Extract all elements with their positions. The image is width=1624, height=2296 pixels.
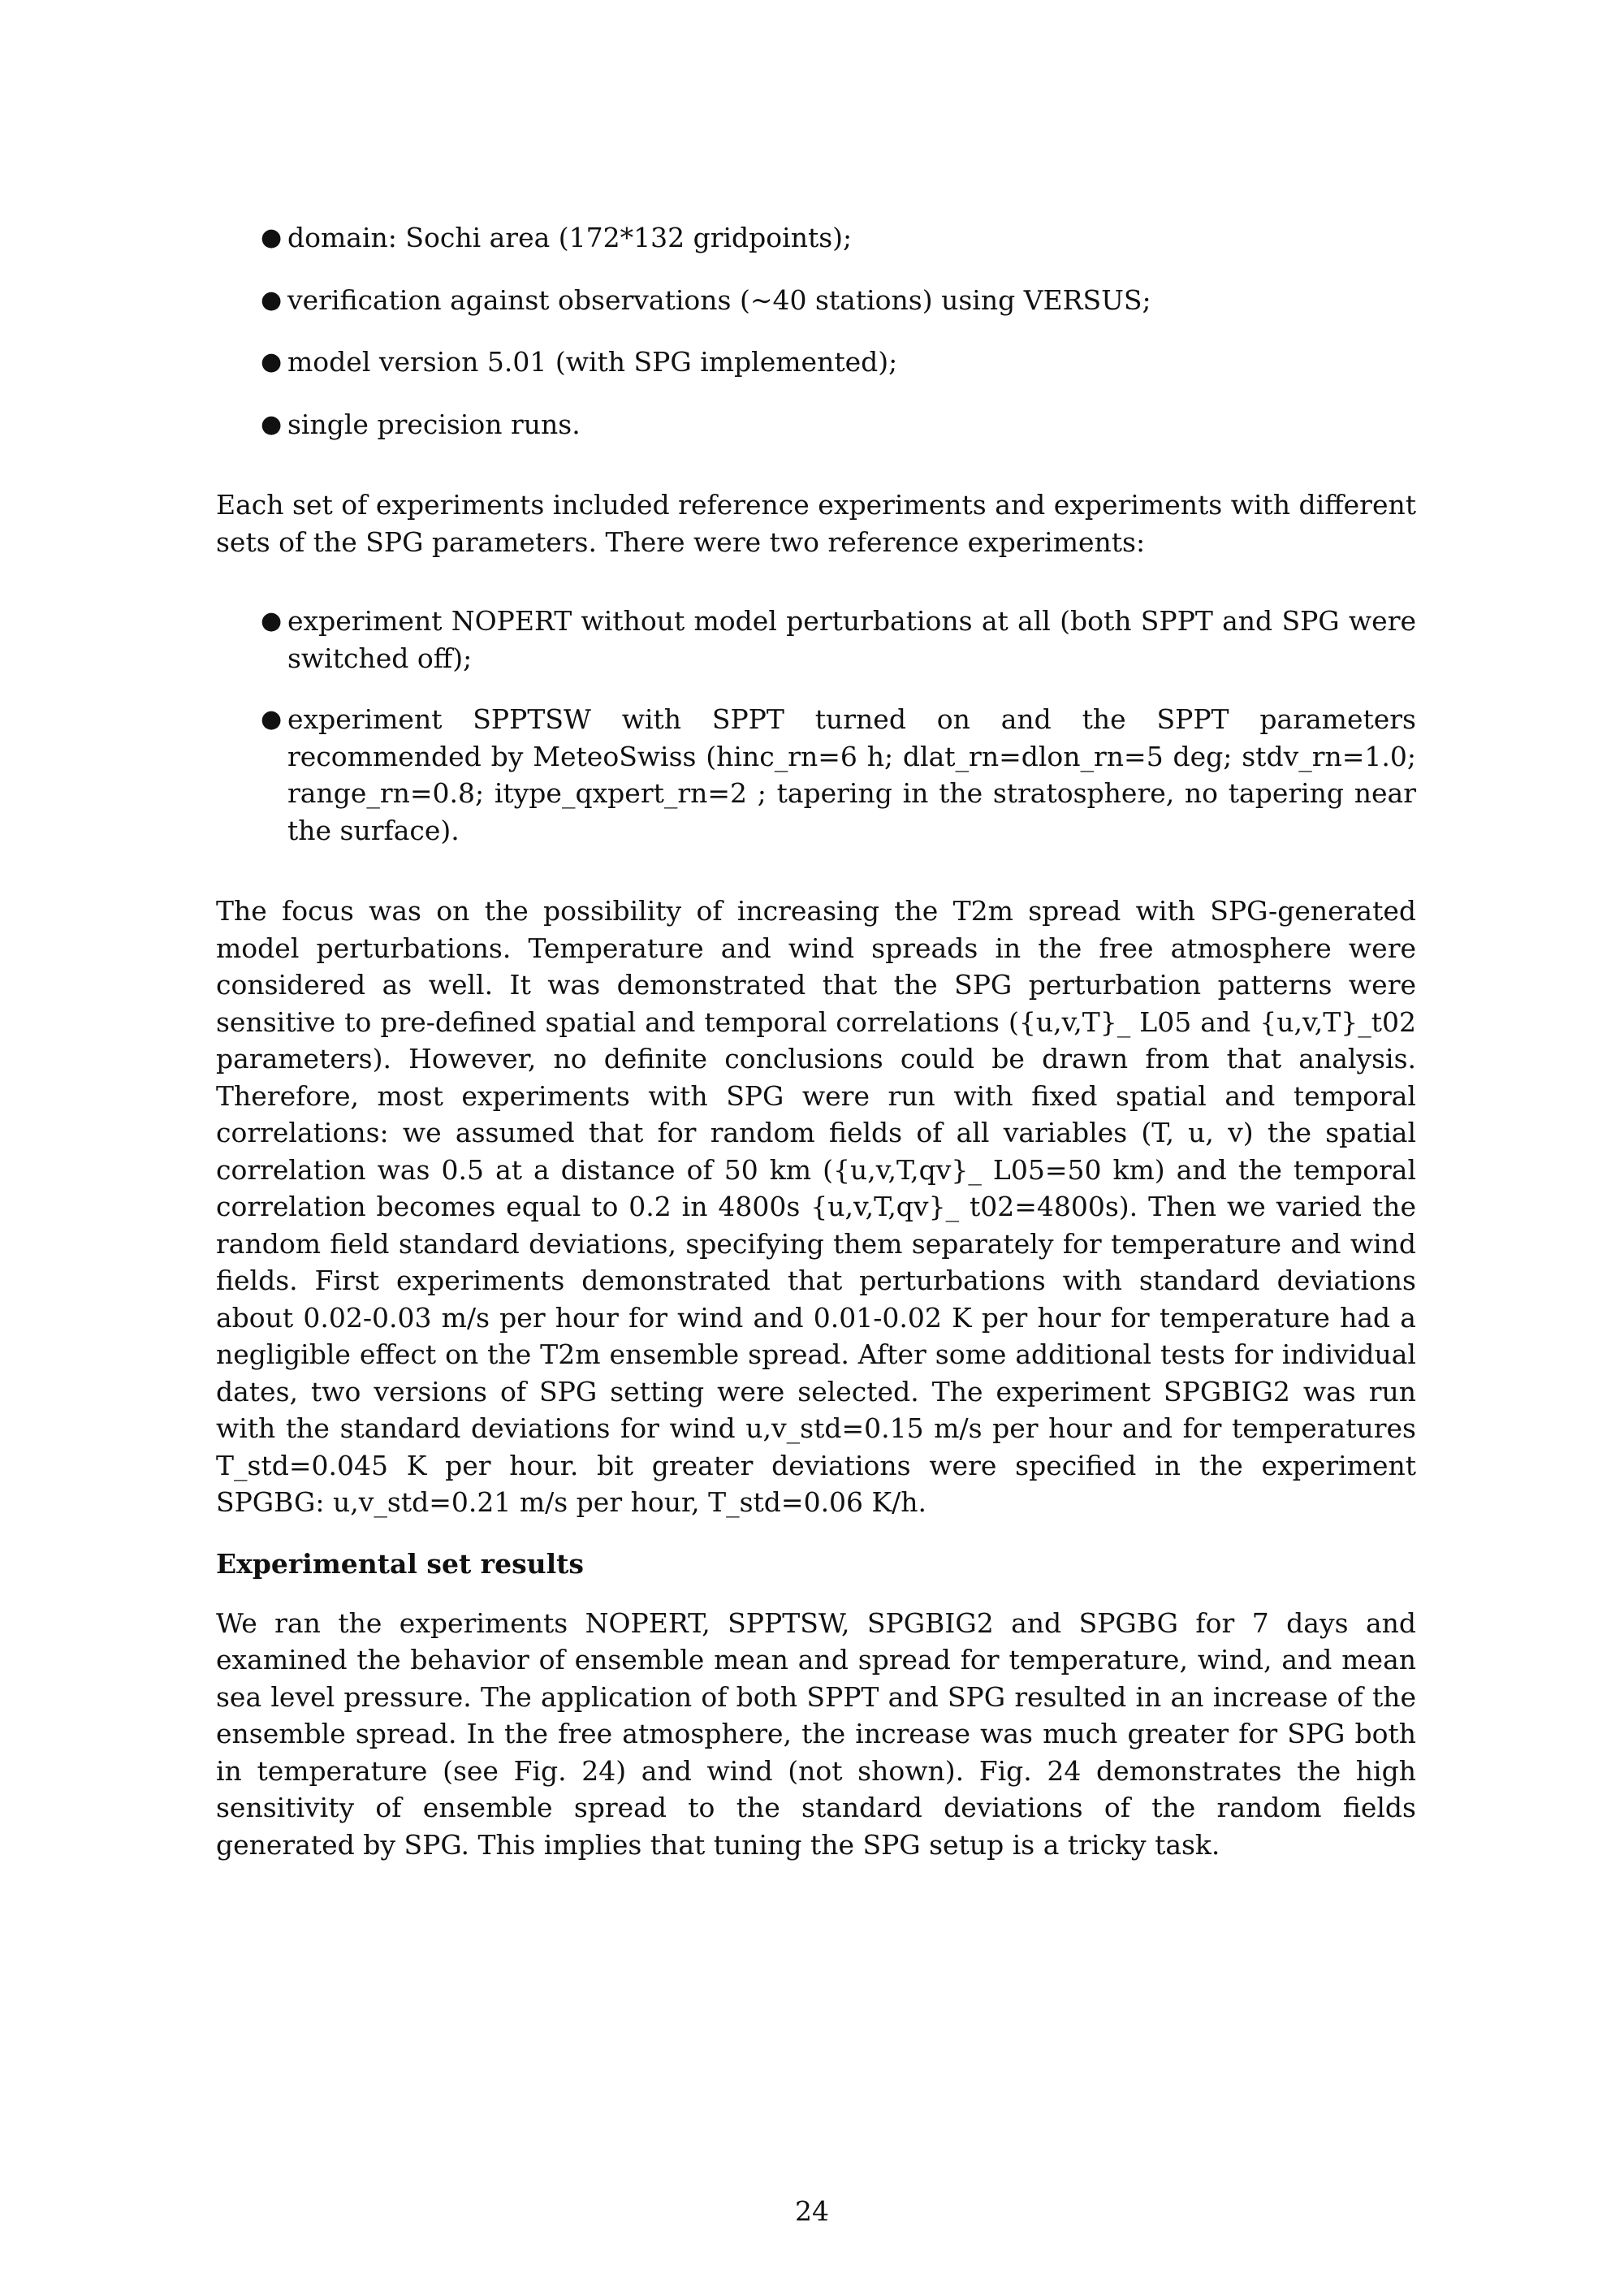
list-item [216,701,1416,849]
list-item-text: model version 5.01 (with SPG implemented); [287,346,898,378]
setup-list [216,219,1416,443]
list-item [216,282,1416,319]
bullet-icon: ● [261,409,283,439]
list-item-text: experiment NOPERT without model perturbations at all (both SPPT and SPG were switched off); [287,605,1416,674]
section-heading: Experimental set results [216,1547,584,1580]
focus-paragraph: The focus was on the possibility of increasing the T2m spread with SPG-generated model perturbations. Temperature and wind spreads in the free atmosphere were considered as well. It was demonstrated that the SPG perturbation patterns were sensitive to pre-defined spatial and temporal correlations ({u,v,T}_ L05 and {u,v,T}_t02 parameters). However, no definite conclusions could be drawn from that analysis. Therefore, most experiments with SPG were run with fixed spatial and temporal correlations: we assumed that for random fields of all variables (T, u, v) the spatial correlation was 0.5 at a distance of 50 km ({u,v,T,qv}_ L05=50 km) and the temporal correlation becomes equal to 0.2 in 4800s {u,v,T,qv}_ t02=4800s). Then we varied the random field standard deviations, specifying them separately for temperature and wind fields. First experiments demonstrated that perturbations with standard deviations about 0.02-0.03 m/s per hour for wind and 0.01-0.02 K per hour for temperature had a negligible effect on the T2m ensemble spread. After some additional tests for individual dates, two versions of SPG setting were selected. The experiment SPGBIG2 was run with the standard deviations for wind u,v_std=0.15 m/s per hour and for temperatures T_std=0.045 K per hour. bit greater deviations were specified in the experiment SPGBG: u,v_std=0.21 m/s per hour, T_std=0.06 K/h. [216,895,1416,1518]
list-item-text: experiment SPPTSW with SPPT turned on and the SPPT parameters recommended by MeteoSwiss (hinc_rn=6 h; dlat_rn=dlon_rn=5 deg; stdv_rn=1.0; range_rn=0.8; itype_qxpert_rn=2 ; tapering in the stratosphere, no tapering near the surface). [287,703,1416,846]
list-item-text: single precision runs. [287,408,581,440]
list-item [216,603,1416,677]
bullet-icon: ● [261,223,283,252]
reference-experiments-list [216,603,1416,849]
list-item [216,406,1416,443]
list-item-text: verification against observations (∼40 stations) using VERSUS; [287,283,1151,316]
page-number: 24 [795,2195,829,2227]
list-item [216,219,1416,257]
bullet-icon: ● [261,607,283,635]
bullet-icon: ● [261,285,283,314]
list-item-text: domain: Sochi area (172*132 gridpoints); [287,222,853,253]
list-item [216,344,1416,381]
results-paragraph: We ran the experiments NOPERT, SPPTSW, SPGBIG2 and SPGBG for 7 days and examined the behavior of ensemble mean and spread for temperature, wind, and mean sea level pressure. The application of both SPPT and SPG resulted in an increase of the ensemble spread. In the free atmosphere, the increase was much greater for SPG both in temperature (see Fig. 24) and wind (not shown). Fig. 24 demonstrates the high sensitivity of ensemble spread to the standard deviations of the random fields generated by SPG. This implies that tuning the SPG setup is a tricky task. [216,1606,1416,1861]
bullet-icon: ● [261,705,283,733]
intro-paragraph: Each set of experiments included reference experiments and experiments with different sets of the SPG parameters. There were two reference experiments: [216,489,1416,558]
page-content [216,219,1416,1863]
bullet-icon: ● [261,348,283,376]
